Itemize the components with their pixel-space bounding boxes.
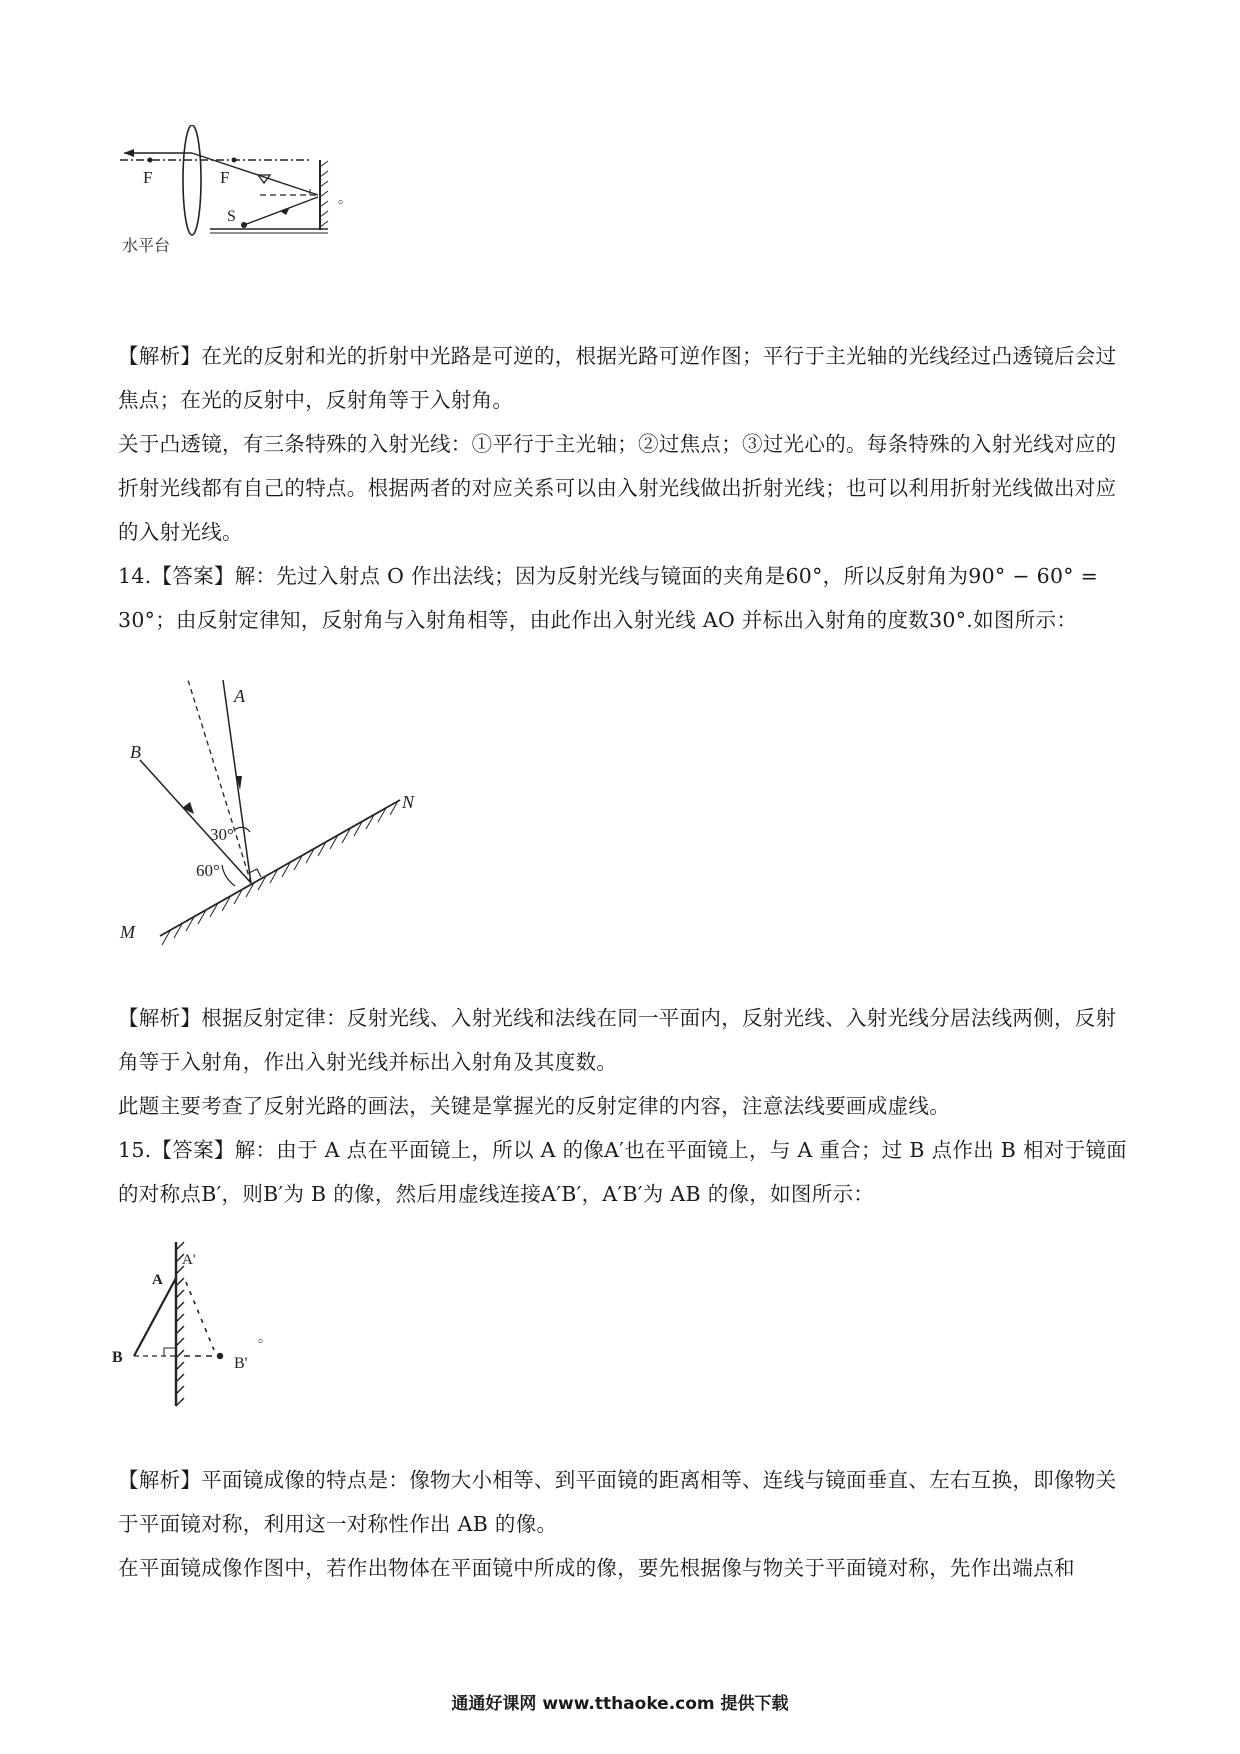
angle-60-label: 60° [196,861,220,880]
image-a-prime-label: A' [182,1252,196,1268]
answer-15-paragraph: 15.【答案】解：由于 A 点在平面镜上，所以 A 的像A′也在平面镜上，与 A 重合；过 B 点作出 B 相对于镜面的对称点B′，则B′为 B 的像，然后用虚线连接A′B′，A′B′为 AB 的像，如图所示： [118,1138,1127,1206]
plane-mirror-diagram [110,1238,310,1418]
point-b-label: B [130,742,141,762]
focus-label-left: F [143,168,153,187]
platform-label: 水平台 [122,238,171,255]
point-n-label: N [402,792,415,812]
convex-lens-note-paragraph: 关于凸透镜，有三条特殊的入射光线：①平行于主光轴；②过焦点；③过光心的。每条特殊的入射光线对应的折射光线都有自己的特点。根据两者的对应关系可以由入射光线做出折射光线；也可以利用折射光线做出对应的入射光线。 [118,432,1117,544]
object-a-label: A [152,1272,163,1288]
key-point-paragraph-14: 此题主要考查了反射光路的画法，关键是掌握光的反射定律的内容，注意法线要画成虚线。 [118,1094,950,1118]
analysis-paragraph-14: 【解析】根据反射定律：反射光线、入射光线和法线在同一平面内，反射光线、入射光线分居法线两侧，反射角等于入射角，作出入射光线并标出入射角及其度数。 [118,1006,1117,1074]
figure1-trailing-mark: 。 [338,192,352,207]
analysis-paragraph-15: 【解析】平面镜成像的特点是：像物大小相等、到平面镜的距离相等、连线与镜面垂直、左右互换，即像物关于平面镜对称，利用这一对称性作出 AB 的像。 [118,1468,1117,1536]
point-a-label: A [234,686,245,706]
point-m-label: M [120,922,135,942]
focus-label-right: F [220,168,230,187]
plane-mirror-svg [110,1238,310,1418]
object-b-label: B [112,1349,123,1366]
figure3-trailing-mark: 。 [258,1331,272,1346]
angle-30-label: 30° [210,825,234,844]
reflection-diagram [110,680,440,950]
plane-mirror-note-paragraph: 在平面镜成像作图中，若作出物体在平面镜中所成的像，要先根据像与物关于平面镜对称，先作出端点和 [118,1556,1075,1580]
answer-14-paragraph: 14.【答案】解：先过入射点 O 作出法线；因为反射光线与镜面的夹角是60°，所以反射角为90° − 60° = 30°；由反射定律知，反射角与入射角相等，由此作出入射光线 AO 并标出入射角的度数30°.如图所示： [118,564,1099,632]
reflection-svg [110,680,440,950]
lens-mirror-diagram [110,125,410,270]
analysis-paragraph-13: 【解析】在光的反射和光的折射中光路是可逆的，根据光路可逆作图；平行于主光轴的光线经过凸透镜后会过焦点；在光的反射中，反射角等于入射角。 [118,344,1117,412]
lens-mirror-svg [110,125,410,270]
page-footer: 通通好课网 www.tthaoke.com 提供下载 [451,1694,789,1714]
source-label-s: S [227,208,236,225]
image-b-prime-label: B' [234,1355,248,1372]
